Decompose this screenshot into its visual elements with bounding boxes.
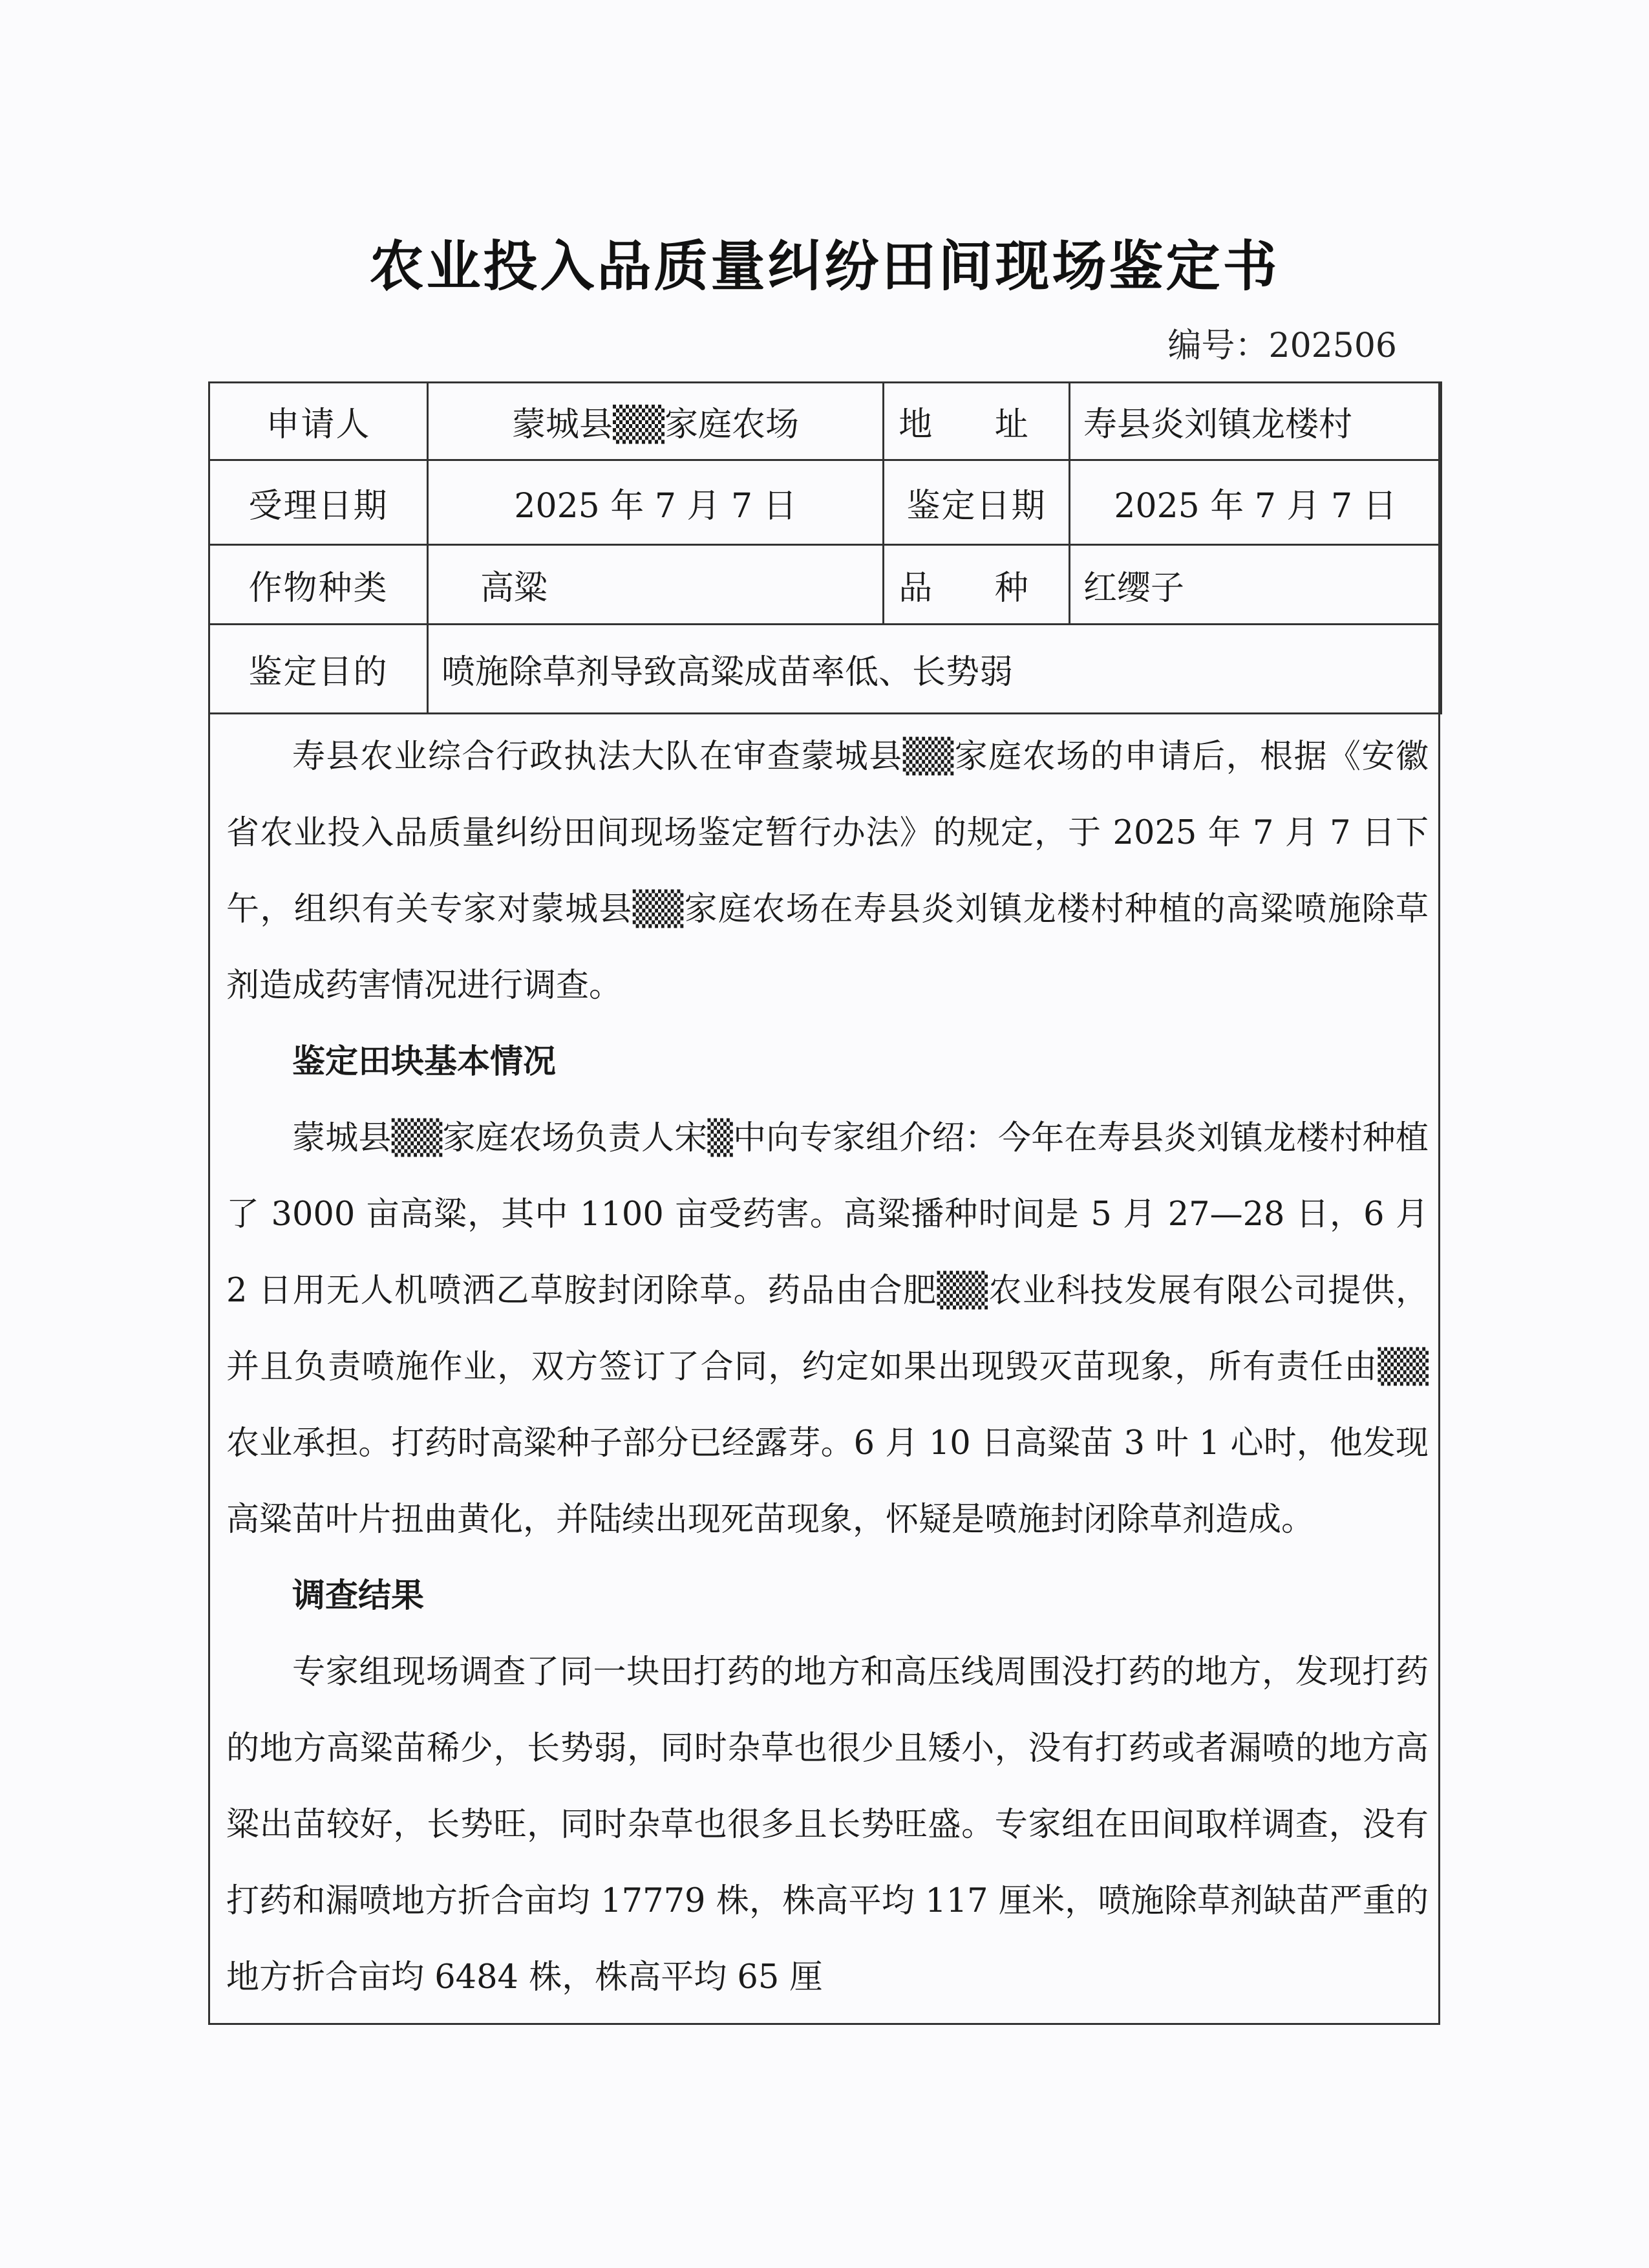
- section-heading-results: 调查结果: [292, 1577, 425, 1615]
- crop-value: 高粱: [428, 545, 884, 625]
- purpose-label: 鉴定目的: [209, 625, 428, 714]
- info-row-crop: [209, 545, 1442, 625]
- applicant-label: 申请人: [209, 383, 428, 460]
- results-paragraph: 专家组现场调查了同一块田打药的地方和高压线周围没打药的地方，发现打药的地方高粱苗稀少，长势弱，同时杂草也很少且矮小，没有打药或者漏喷的地方高粱出苗较好，长势旺，同时杂草也很多且长势旺盛。专家组在田间取样调查，没有打药和漏喷地方折合亩均 17779 株，株高平均 117 厘米，喷施除草剂缺苗严重的地方折合亩均 6484 株，株高平均 65 厘: [226, 1653, 1429, 1996]
- document-number: 编号：202506: [1167, 326, 1397, 365]
- variety-label: 品 种: [884, 545, 1070, 625]
- purpose-value: 喷施除草剂导致高粱成苗率低、长势弱: [428, 625, 1442, 714]
- identify-date-label: 鉴定日期: [884, 460, 1070, 545]
- applicant-value: 蒙城县▒▒家庭农场: [428, 383, 884, 460]
- section-heading-field-info: 鉴定田块基本情况: [292, 1043, 557, 1081]
- identify-date-value: 2025 年 7 月 7 日: [1070, 460, 1442, 545]
- field-info-paragraph: 蒙城县▒▒家庭农场负责人宋▒中向专家组介绍：今年在寿县炎刘镇龙楼村种植了 3000 亩高粱，其中 1100 亩受药害。高粱播种时间是 5 月 27—28 日，6 月 2 日用无人机喷洒乙草胺封闭除草。药品由合肥▒▒农业科技发展有限公司提供，并且负责喷施作业，双方签订了合同，约定如果出现毁灭苗现象，所有责任由▒▒农业承担。打药时高粱种子部分已经露芽。6 月 10 日高粱苗 3 叶 1 心时，他发现高粱苗叶片扭曲黄化，并陆续出现死苗现象，怀疑是喷施封闭除草剂造成。: [226, 1119, 1429, 1539]
- address-label: 地 址: [884, 383, 1070, 460]
- info-row-purpose: [209, 625, 1442, 714]
- intro-paragraph: 寿县农业综合行政执法大队在审查蒙城县▒▒家庭农场的申请后，根据《安徽省农业投入品质量纠纷田间现场鉴定暂行办法》的规定，于 2025 年 7 月 7 日下午，组织有关专家对蒙城县▒▒家庭农场在寿县炎刘镇龙楼村种植的高粱喷施除草剂造成药害情况进行调查。: [226, 738, 1429, 1005]
- accept-date-label: 受理日期: [209, 460, 428, 545]
- info-row-dates: [209, 460, 1442, 545]
- info-row-applicant: [209, 383, 1442, 460]
- info-table: [208, 381, 1442, 714]
- document-title: 农业投入品质量纠纷田间现场鉴定书: [369, 235, 1280, 298]
- crop-label: 作物种类: [209, 545, 428, 625]
- address-value: 寿县炎刘镇龙楼村: [1070, 383, 1442, 460]
- variety-value: 红缨子: [1070, 545, 1442, 625]
- accept-date-value: 2025 年 7 月 7 日: [428, 460, 884, 545]
- document-body: [226, 719, 1429, 2016]
